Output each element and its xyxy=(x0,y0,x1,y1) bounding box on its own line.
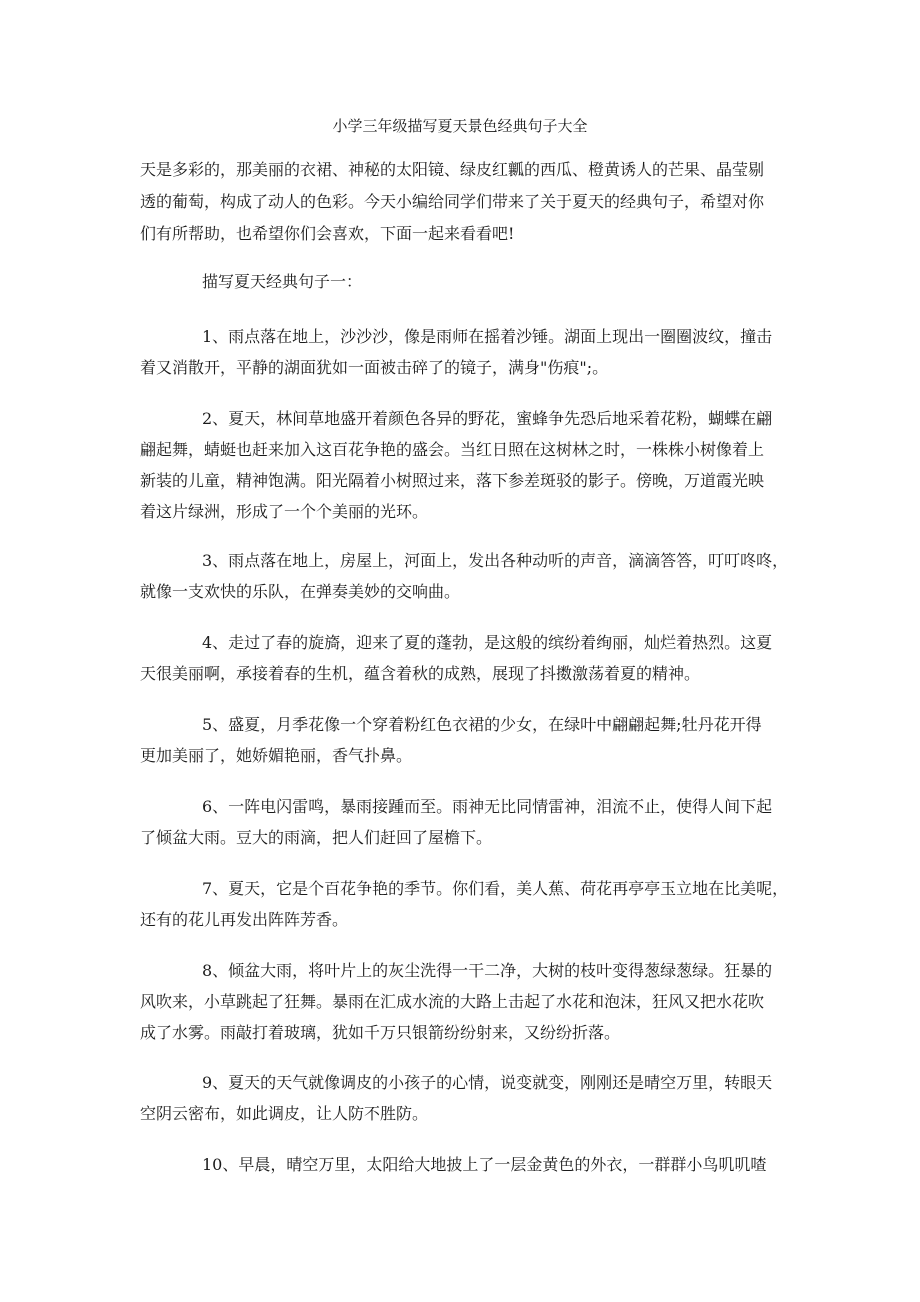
item-first-line: 3、雨点落在地上，房屋上，河面上，发出各种动听的声音，滴滴答答，叮叮咚咚， xyxy=(202,551,789,570)
item-first-line: 5、盛夏，月季花像一个穿着粉红色衣裙的少女，在绿叶中翩翩起舞;牡丹花开得 xyxy=(202,715,762,734)
item-first-line: 2、夏天，林间草地盛开着颜色各异的野花，蜜蜂争先恐后地采着花粉，蝴蝶在翩 xyxy=(202,409,773,428)
sentence-item-3 xyxy=(140,545,789,607)
sentence-item-8 xyxy=(140,955,773,1048)
document-title: 小学三年级描写夏天景色经典句子大全 xyxy=(332,117,588,135)
intro-line: 们有所帮助，也希望你们会喜欢，下面一起来看看吧! xyxy=(140,224,515,243)
item-first-line: 8、倾盆大雨，将叶片上的灰尘洗得一干二净，大树的枝叶变得葱绿葱绿。狂暴的 xyxy=(202,961,773,980)
item-first-line: 1、雨点落在地上，沙沙沙，像是雨师在摇着沙锤。湖面上现出一圈圈波纹，撞击 xyxy=(202,327,773,346)
intro-paragraph xyxy=(140,154,780,250)
sentence-item-9 xyxy=(140,1067,773,1129)
item-line: 还有的花儿再发出阵阵芳香。 xyxy=(140,910,349,929)
sentence-item-4 xyxy=(140,627,773,689)
sentence-item-1 xyxy=(140,321,773,383)
item-line: 空阴云密布，如此调皮，让人防不胜防。 xyxy=(140,1104,429,1123)
item-line: 风吹来，小草跳起了狂舞。暴雨在汇成水流的大路上击起了水花和泡沫，狂风又把水花吹 xyxy=(140,992,765,1011)
item-line: 了倾盆大雨。豆大的雨滴，把人们赶回了屋檐下。 xyxy=(140,828,493,847)
item-line: 翩起舞，蜻蜓也赶来加入这百花争艳的盛会。当红日照在这树林之时，一株株小树像着上 xyxy=(140,440,765,459)
sentence-item-7 xyxy=(140,873,789,935)
item-first-line: 4、走过了春的旋旖，迎来了夏的蓬勃，是这般的缤纷着绚丽，灿烂着热烈。这夏 xyxy=(202,633,773,652)
item-first-line: 6、一阵电闪雷鸣，暴雨接踵而至。雨神无比同情雷神，泪流不止，使得人间下起 xyxy=(202,797,773,816)
sentence-item-6 xyxy=(140,791,773,853)
item-line: 就像一支欢快的乐队，在弹奏美妙的交响曲。 xyxy=(140,582,461,601)
item-first-line: 7、夏天，它是个百花争艳的季节。你们看，美人蕉、荷花再亭亭玉立地在比美呢， xyxy=(202,879,789,898)
intro-line: 天是多彩的，那美丽的衣裙、神秘的太阳镜、绿皮红瓤的西瓜、橙黄诱人的芒果、晶莹剔 xyxy=(140,160,765,179)
item-line: 着又消散开，平静的湖面犹如一面被击碎了的镜子，满身"伤痕";。 xyxy=(140,358,609,377)
item-line: 新装的儿童，精神饱满。阳光隔着小树照过来，落下参差斑驳的影子。傍晚，万道霞光映 xyxy=(140,471,765,490)
sentence-item-10 xyxy=(202,1149,766,1180)
sentence-item-2 xyxy=(140,403,773,527)
item-line: 成了水雾。雨敲打着玻璃，犹如千万只银箭纷纷射来，又纷纷折落。 xyxy=(140,1023,621,1042)
item-first-line: 9、夏天的天气就像调皮的小孩子的心情，说变就变，刚刚还是晴空万里，转眼天 xyxy=(202,1073,773,1092)
intro-line: 透的葡萄，构成了动人的色彩。今天小编给同学们带来了关于夏天的经典句子，希望对你 xyxy=(140,192,765,211)
item-line: 着这片绿洲，形成了一个个美丽的光环。 xyxy=(140,502,429,521)
item-first-line: 10、早晨，晴空万里，太阳给大地披上了一层金黄色的外衣，一群群小鸟叽叽喳 xyxy=(202,1155,767,1174)
item-line: 更加美丽了，她娇媚艳丽，香气扑鼻。 xyxy=(140,746,413,765)
sentence-item-5 xyxy=(140,709,762,771)
item-line: 天很美丽啊，承接着春的生机，蕴含着秋的成熟，展现了抖擞激荡着夏的精神。 xyxy=(140,664,701,683)
section-heading: 描写夏天经典句子一： xyxy=(202,272,363,291)
